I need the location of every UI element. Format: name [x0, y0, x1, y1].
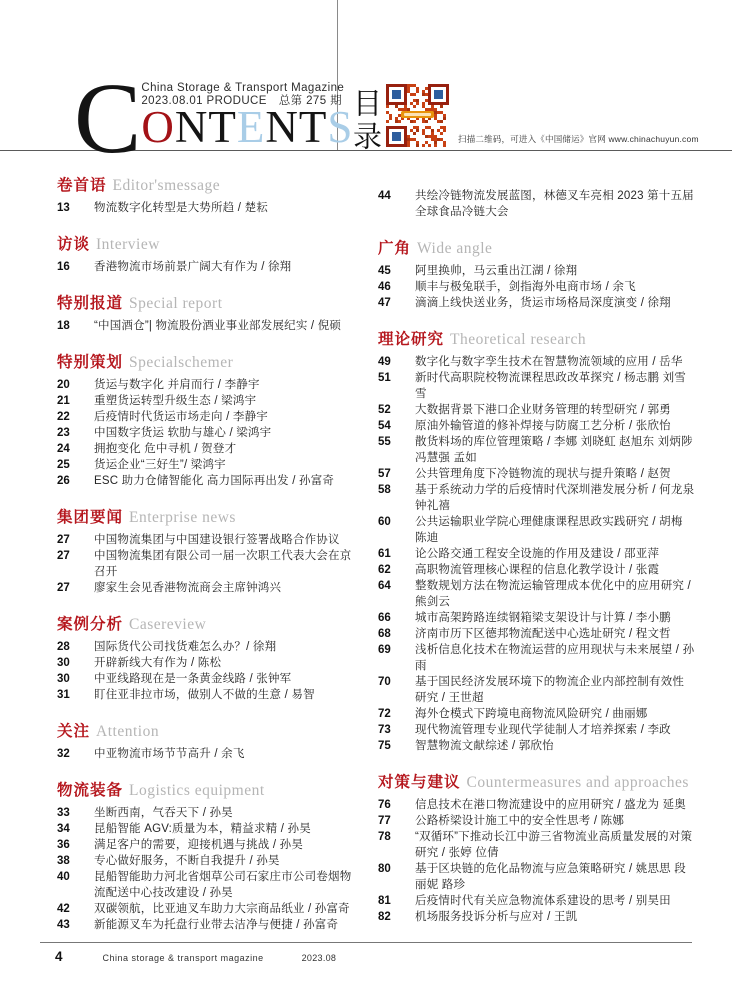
entry-page-number: 80: [378, 863, 391, 875]
entry-title: “中国酒仓”| 物流股份酒业事业部发展纪实 / 倪硕: [94, 320, 342, 332]
entry-title: 后疫情时代有关应急物流体系建设的思考 / 别昊田: [415, 895, 671, 907]
section-heading: [57, 353, 361, 372]
entry-title: 浅析信息化技术在物流运营的应用现状与未来展望 / 孙雨: [415, 644, 695, 672]
toc-entry: [57, 259, 361, 275]
section-title-en: Casereview: [129, 616, 207, 633]
entry-title: 整数规划方法在物流运输管理成本优化中的应用研究 / 熊剑云: [415, 580, 691, 608]
entry-page-number: 40: [57, 871, 70, 883]
toc-entry: [57, 837, 361, 853]
toc-entry: [378, 797, 695, 813]
toc-entry: [57, 318, 361, 334]
section-items: [57, 532, 361, 596]
entry-title: 基于系统动力学的后疫情时代深圳港发展分析 / 何龙泉 钟礼禧: [415, 484, 695, 512]
entry-page-number: 44: [378, 190, 391, 202]
entry-page-number: 24: [57, 443, 70, 455]
section-title-en: Editor'smessage: [112, 177, 221, 194]
toc-entry: [378, 738, 695, 754]
entry-title: 基于国民经济发展环境下的物流企业内部控制有效性研究 / 王世超: [415, 676, 685, 704]
entry-title: 开辟新线大有作为 / 陈松: [94, 657, 222, 669]
toc-entry: [57, 655, 361, 671]
toc-entry: [378, 434, 695, 466]
logo-letters-ontents: [141, 102, 354, 152]
toc-entry: [378, 279, 695, 295]
entry-title: 坐断西南，气吞天下 / 孙昊: [94, 807, 233, 819]
toc-section: [378, 239, 695, 311]
logo-right-block: [141, 82, 354, 152]
toc-section: [57, 176, 361, 216]
entry-title: 拥抱变化 危中寻机 / 贺登才: [94, 443, 237, 455]
entry-title: 济南市历下区德邦物流配送中心选址研究 / 程文哲: [415, 628, 671, 640]
section-items: [57, 318, 361, 334]
entry-page-number: 23: [57, 427, 70, 439]
entry-page-number: 76: [378, 799, 391, 811]
section-title-cn: 卷首语: [57, 177, 107, 194]
entry-page-number: 28: [57, 641, 70, 653]
entry-title: 数字化与数字孪生技术在智慧物流领域的应用 / 岳华: [415, 356, 683, 368]
entry-title: 重塑货运转型升级生态 / 梁鸿宇: [94, 395, 257, 407]
toc-entry: [57, 853, 361, 869]
entry-title: 廖家生会见香港物流商会主席钟鸿兴: [94, 582, 282, 594]
logo-letter: O: [141, 102, 175, 152]
toc-body: [57, 176, 695, 933]
entry-page-number: 36: [57, 839, 70, 851]
entry-title: 基于区块链的危化品物流与应急策略研究 / 姚思思 段丽妮 路珍: [415, 863, 686, 891]
entry-page-number: 30: [57, 657, 70, 669]
toc-entry: [378, 514, 695, 546]
footer-magazine-name: China storage & transport magazine: [102, 953, 264, 963]
entry-page-number: 31: [57, 689, 70, 701]
section-items: [378, 797, 695, 925]
entry-title: 现代物流管理专业现代学徒制人才培养探索 / 李政: [415, 724, 671, 736]
logo-letter: N: [174, 102, 209, 152]
entry-page-number: 78: [378, 831, 391, 843]
entry-page-number: 55: [378, 436, 391, 448]
toc-entry: [57, 746, 361, 762]
entry-page-number: 66: [378, 612, 391, 624]
section-items: [57, 200, 361, 216]
toc-entry: [378, 562, 695, 578]
logo-letter-c: C: [74, 62, 140, 174]
section-heading: [378, 239, 695, 258]
toc-entry: [378, 370, 695, 402]
entry-page-number: 38: [57, 855, 70, 867]
section-items: [378, 263, 695, 311]
section-items: [57, 259, 361, 275]
entry-title: 公共管理角度下冷链物流的现状与提升策略 / 赵贺: [415, 468, 671, 480]
entry-title: 双碳领航，比亚迪叉车助力大宗商品纸业 / 孙富奇: [94, 903, 350, 915]
entry-title: 香港物流市场前景广阔大有作为 / 徐翔: [94, 261, 292, 273]
entry-page-number: 34: [57, 823, 70, 835]
toc-entry: [378, 909, 695, 925]
entry-page-number: 22: [57, 411, 70, 423]
entry-page-number: 64: [378, 580, 391, 592]
section-items: [57, 639, 361, 703]
toc-entry: [57, 580, 361, 596]
toc-label: 目录: [349, 88, 381, 154]
toc-entry: [57, 425, 361, 441]
section-items: [378, 354, 695, 754]
toc-entry: [57, 377, 361, 393]
section-heading: [57, 508, 361, 527]
toc-entry: [57, 457, 361, 473]
entry-title: 顺丰与极兔联手，剑指海外电商市场 / 余飞: [415, 281, 636, 293]
entry-title: 盯住亚非拉市场，做别人不做的生意 / 易智: [94, 689, 315, 701]
toc-entry: [57, 548, 361, 580]
logo-letter: T: [208, 102, 237, 152]
toc-entry: [57, 869, 361, 901]
magazine-logo: [74, 62, 354, 174]
section-title-en: Specialschemer: [129, 354, 234, 371]
entry-page-number: 33: [57, 807, 70, 819]
section-title-cn: 广角: [378, 240, 412, 257]
toc-column-left: [57, 176, 361, 933]
toc-entry: [57, 821, 361, 837]
entry-title: 物流数字化转型是大势所趋 / 楚耘: [94, 202, 268, 214]
toc-section: [378, 188, 695, 220]
entry-page-number: 27: [57, 550, 70, 562]
footer-page-number: 4: [55, 949, 63, 964]
entry-title: ESC 助力仓储智能化 高力国际再出发 / 孙富奇: [94, 475, 335, 487]
entry-page-number: 60: [378, 516, 391, 528]
section-title-en: Wide angle: [417, 240, 493, 257]
entry-title: 高职物流管理核心课程的信息化教学设计 / 张霞: [415, 564, 660, 576]
section-title-en: Countermeasures and approaches: [466, 774, 689, 791]
toc-entry: [378, 188, 695, 220]
section-heading: [57, 176, 361, 195]
section-title-en: Interview: [96, 236, 160, 253]
logo-letter: N: [265, 102, 299, 152]
toc-section: [57, 615, 361, 703]
toc-entry: [57, 671, 361, 687]
entry-page-number: 30: [57, 673, 70, 685]
toc-entry: [378, 893, 695, 909]
toc-entry: [57, 901, 361, 917]
section-title-en: Enterprise news: [129, 509, 236, 526]
entry-title: 新能源叉车为托盘行业带去洁净与便捷 / 孙富奇: [94, 919, 339, 931]
toc-entry: [378, 642, 695, 674]
entry-page-number: 45: [378, 265, 391, 277]
toc-entry: [57, 393, 361, 409]
section-title-cn: 理论研究: [378, 331, 445, 348]
section-heading: [57, 781, 361, 800]
entry-title: 新时代高职院校物流课程思政改革探究 / 杨志鹏 刘雪雪: [415, 372, 686, 400]
toc-section: [57, 508, 361, 596]
entry-title: “双循环”下推动长江中游三省物流业高质量发展的对策研究 / 张婷 位倩: [415, 831, 693, 859]
entry-title: 中国物流集团与中国建设银行签署战略合作协议: [94, 534, 340, 546]
toc-section: [57, 781, 361, 933]
entry-page-number: 25: [57, 459, 70, 471]
entry-page-number: 21: [57, 395, 70, 407]
issue-line: 2023.08.01 PRODUCE 总第 275 期: [141, 95, 343, 107]
toc-entry: [57, 473, 361, 489]
entry-page-number: 51: [378, 372, 391, 384]
toc-entry: [57, 200, 361, 216]
entry-page-number: 16: [57, 261, 70, 273]
toc-entry: [378, 706, 695, 722]
toc-entry: [378, 674, 695, 706]
section-heading: [378, 330, 695, 349]
entry-page-number: 68: [378, 628, 391, 640]
toc-section: [57, 235, 361, 275]
entry-page-number: 61: [378, 548, 391, 560]
toc-entry: [378, 722, 695, 738]
toc-section: [57, 722, 361, 762]
entry-title: 论公路交通工程安全设施的作用及建设 / 邵亚萍: [415, 548, 660, 560]
entry-page-number: 69: [378, 644, 391, 656]
entry-page-number: 18: [57, 320, 70, 332]
entry-title: 专心做好服务，不断自我提升 / 孙昊: [94, 855, 280, 867]
entry-page-number: 47: [378, 297, 391, 309]
section-heading: [57, 722, 361, 741]
entry-page-number: 49: [378, 356, 391, 368]
entry-page-number: 46: [378, 281, 391, 293]
entry-title: 滴滴上线快送业务，货运市场格局深度演变 / 徐翔: [415, 297, 671, 309]
section-title-en: Theoretical research: [450, 331, 587, 348]
entry-page-number: 57: [378, 468, 391, 480]
entry-page-number: 52: [378, 404, 391, 416]
section-heading: [57, 615, 361, 634]
section-items: [57, 805, 361, 933]
toc-entry: [378, 861, 695, 893]
entry-page-number: 27: [57, 534, 70, 546]
entry-title: 货运企业“三好生”/ 梁鸿宇: [94, 459, 226, 471]
entry-page-number: 73: [378, 724, 391, 736]
toc-entry: [57, 805, 361, 821]
section-items: [57, 377, 361, 489]
section-title-en: Attention: [96, 723, 160, 740]
toc-section: [57, 353, 361, 489]
toc-entry: [378, 295, 695, 311]
toc-entry: [57, 917, 361, 933]
entry-page-number: 54: [378, 420, 391, 432]
entry-title: 中国数字货运 软肋与雄心 / 梁鸿宇: [94, 427, 272, 439]
section-title-cn: 关注: [57, 723, 91, 740]
toc-section: [57, 294, 361, 334]
qr-caption: 扫描二维码，可进入《中国储运》官网 www.chinachuyun.com: [458, 134, 699, 144]
qr-code-icon: [386, 84, 449, 147]
entry-page-number: 43: [57, 919, 70, 931]
entry-title: 昆船智能 AGV:质量为本，精益求精 / 孙昊: [94, 823, 311, 835]
section-title-cn: 物流装备: [57, 782, 124, 799]
entry-title: 原油外输管道的修补焊接与防腐工艺分析 / 张欣怡: [415, 420, 671, 432]
entry-page-number: 72: [378, 708, 391, 720]
toc-entry: [378, 578, 695, 610]
entry-title: 共绘冷链物流发展蓝图，林德叉车亮相 2023 第十五届全球食品冷链大会: [415, 190, 694, 218]
toc-entry: [378, 482, 695, 514]
entry-page-number: 62: [378, 564, 391, 576]
entry-title: 散货料场的库位管理策略 / 李娜 刘晓虹 赵旭东 刘炳陟 冯慧强 孟如: [415, 436, 693, 464]
entry-page-number: 82: [378, 911, 391, 923]
toc-column-right: [378, 176, 695, 933]
toc-entry: [57, 687, 361, 703]
section-title-cn: 对策与建议: [378, 774, 461, 791]
section-title-cn: 特别报道: [57, 295, 124, 312]
entry-page-number: 42: [57, 903, 70, 915]
section-title-cn: 特别策划: [57, 354, 124, 371]
section-title-cn: 案例分析: [57, 616, 124, 633]
toc-entry: [378, 418, 695, 434]
toc-entry: [378, 610, 695, 626]
entry-title: 智慧物流文献综述 / 郭欣怡: [415, 740, 554, 752]
section-heading: [57, 235, 361, 254]
entry-title: 城市高架跨路连续钢箱梁支架设计与计算 / 李小鹏: [415, 612, 671, 624]
toc-section: [378, 330, 695, 754]
entry-page-number: 13: [57, 202, 70, 214]
entry-title: 公路桥梁设计施工中的安全性思考 / 陈娜: [415, 815, 625, 827]
magazine-name-en: China Storage & Transport Magazine: [141, 82, 345, 94]
entry-title: 机场服务投诉分析与应对 / 王凯: [415, 911, 578, 923]
entry-title: 海外仓模式下跨境电商物流风险研究 / 曲丽娜: [415, 708, 648, 720]
section-items: [57, 746, 361, 762]
section-title-en: Logistics equipment: [129, 782, 265, 799]
toc-entry: [378, 829, 695, 861]
logo-letter: S: [327, 102, 354, 152]
footer-rule: [40, 942, 692, 943]
entry-title: 后疫情时代货运市场走向 / 李静宇: [94, 411, 268, 423]
toc-entry: [378, 626, 695, 642]
toc-entry: [57, 409, 361, 425]
toc-entry: [378, 546, 695, 562]
toc-entry: [57, 441, 361, 457]
logo-letter: T: [298, 102, 328, 152]
section-title-en: Special report: [129, 295, 223, 312]
section-heading: [378, 773, 695, 792]
section-title-cn: 集团要闻: [57, 509, 124, 526]
section-title-cn: 访谈: [57, 236, 91, 253]
entry-page-number: 77: [378, 815, 391, 827]
entry-title: 满足客户的需要，迎接机遇与挑战 / 孙昊: [94, 839, 304, 851]
entry-title: 大数据背景下港口企业财务管理的转型研究 / 郭勇: [415, 404, 671, 416]
entry-title: 中亚物流市场节节高升 / 余飞: [94, 748, 245, 760]
toc-entry: [57, 639, 361, 655]
entry-title: 国际货代公司找货难怎么办？/ 徐翔: [94, 641, 277, 653]
toc-entry: [378, 402, 695, 418]
entry-title: 中亚线路现在是一条黄金线路 / 张钟军: [94, 673, 292, 685]
toc-section: [378, 773, 695, 925]
entry-page-number: 26: [57, 475, 70, 487]
toc-entry: [378, 466, 695, 482]
footer: [55, 949, 336, 964]
entry-title: 中国物流集团有限公司一届一次职工代表大会在京召开: [94, 550, 352, 578]
toc-entry: [57, 532, 361, 548]
entry-title: 阿里换帅，马云重出江湖 / 徐翔: [415, 265, 578, 277]
entry-page-number: 81: [378, 895, 391, 907]
logo-letter: E: [236, 102, 266, 152]
entry-title: 货运与数字化 并肩而行 / 李静宇: [94, 379, 260, 391]
entry-page-number: 70: [378, 676, 391, 688]
entry-page-number: 27: [57, 582, 70, 594]
entry-page-number: 75: [378, 740, 391, 752]
entry-page-number: 20: [57, 379, 70, 391]
section-items: [378, 188, 695, 220]
toc-entry: [378, 263, 695, 279]
toc-entry: [378, 813, 695, 829]
footer-issue: 2023.08: [301, 953, 337, 963]
section-heading: [57, 294, 361, 313]
entry-title: 信息技术在港口物流建设中的应用研究 / 盛龙为 延奥: [415, 799, 686, 811]
entry-title: 公共运输职业学院心理健康课程思政实践研究 / 胡梅 陈迪: [415, 516, 683, 544]
entry-page-number: 32: [57, 748, 70, 760]
entry-page-number: 58: [378, 484, 391, 496]
toc-entry: [378, 354, 695, 370]
entry-title: 昆船智能助力河北省烟草公司石家庄市公司卷烟物流配送中心技改建设 / 孙昊: [94, 871, 352, 899]
